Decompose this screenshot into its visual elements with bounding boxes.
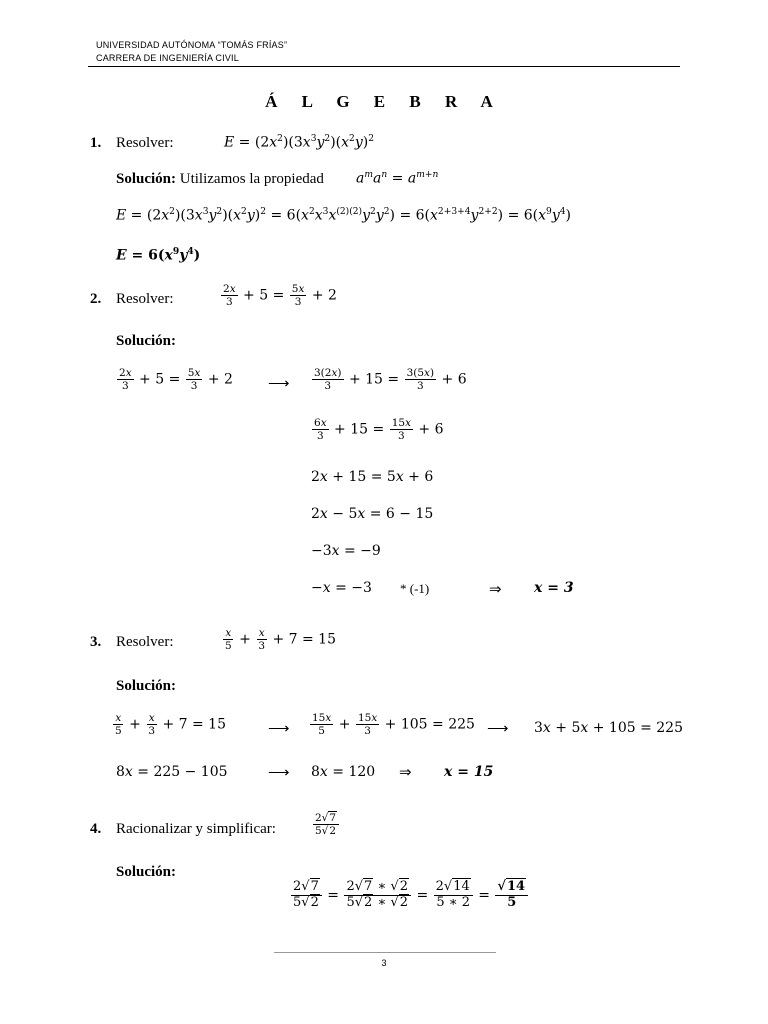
problem-4-steps: $\frac{2√7}{5√2}$ = $\frac{2√7 ∗ √2}{5√2 ∗ √2}$ = $\frac{2√14}{5 ∗ 2}$ = $\frac{√14}{5}$	[290, 880, 529, 911]
problem-2-solution-label: Solución:	[116, 333, 177, 349]
arrow-icon: ⟶	[268, 721, 290, 737]
problem-2-step-6: −x = −3	[311, 580, 372, 596]
problem-3-number: 3.	[90, 634, 102, 650]
problem-3-step-3: 8x = 225 − 105	[116, 764, 228, 780]
page-number: 3	[381, 958, 387, 968]
problem-3-step-4: 8x = 120	[311, 764, 376, 780]
problem-3-step-2: 3x + 5x + 105 = 225	[534, 720, 683, 736]
problem-1-steps: $E = (2x^2)(3x^3y^2)(x^2y)^2 = 6(x^2x^3x^{(2)(2)}y^2y^2) = 6(x^{2+3+4}y^{2+2}) = 6(x^9y^4)$	[116, 207, 572, 224]
problem-1-solution	[116, 171, 324, 188]
problem-1-prompt: Resolver:	[116, 135, 174, 151]
page-title: Á L G E B R A	[265, 92, 503, 111]
problem-2-equation: $\frac{2x}{3}$ + 5 = $\frac{5x}{3}$ + 2	[223, 283, 337, 309]
problem-2-step-1-left: $\frac{2x}{3}$ + 5 = $\frac{5x}{3}$ + 2	[119, 367, 233, 393]
problem-2-step-4: 2x − 5x = 6 − 15	[311, 506, 434, 522]
problem-2-step-5: −3x = −9	[311, 543, 381, 559]
implies-icon: ⇒	[399, 765, 412, 781]
problem-2-step-3: 2x + 15 = 5x + 6	[311, 469, 434, 485]
problem-3-solution-label: Solución:	[116, 678, 177, 694]
arrow-icon: ⟶	[487, 721, 509, 737]
problem-3-step-1-left: $\frac{x}{5}$ + $\frac{x}{3}$ + 7 = 15	[115, 712, 226, 738]
footer-rule	[274, 952, 496, 953]
problem-4-solution-label: Solución:	[116, 864, 177, 880]
problem-3-prompt: Resolver:	[116, 634, 174, 650]
problem-1-property: $a^ma^n = a^{m+n}$	[356, 170, 439, 187]
problem-2-prompt: Resolver:	[116, 291, 174, 307]
problem-3-result: x = 15	[444, 764, 494, 780]
arrow-icon: ⟶	[268, 376, 290, 392]
problem-2-number: 2.	[90, 291, 102, 307]
implies-icon: ⇒	[489, 582, 502, 598]
problem-1-number: 1.	[90, 135, 102, 151]
problem-4-prompt: Racionalizar y simplificar:	[116, 821, 276, 837]
header-career: CARRERA DE INGENIERÍA CIVIL	[96, 53, 239, 63]
header-rule	[88, 66, 680, 67]
problem-1-solution-label: Solución:	[116, 171, 177, 187]
problem-2-step-2: $\frac{6x}{3}$ + 15 = $\frac{15x}{3}$ + 6	[314, 417, 444, 443]
problem-2-note: * (-1)	[400, 581, 430, 596]
arrow-icon: ⟶	[268, 765, 290, 781]
problem-3-step-1-right: $\frac{15x}{5}$ + $\frac{15x}{3}$ + 105 = 225	[312, 712, 475, 738]
problem-4-expression: $\frac{2√7}{5√2}$	[312, 812, 340, 837]
header-university: UNIVERSIDAD AUTÓNOMA “TOMÁS FRÍAS”	[96, 40, 288, 50]
problem-2-step-1-right: $\frac{3(2x)}{3}$ + 15 = $\frac{3(5x)}{3}$ + 6	[314, 367, 467, 393]
problem-2-result: x = 3	[534, 580, 574, 596]
problem-1-result: $E = 6(x^9y^4)$	[116, 246, 201, 264]
problem-4-number: 4.	[90, 821, 102, 837]
problem-1-equation: $E = (2x^2)(3x^3y^2)(x^2y)^2$	[224, 134, 375, 151]
problem-1-solution-text: Utilizamos la propiedad	[179, 171, 324, 187]
problem-3-equation: $\frac{x}{5}$ + $\frac{x}{3}$ + 7 = 15	[225, 627, 336, 653]
